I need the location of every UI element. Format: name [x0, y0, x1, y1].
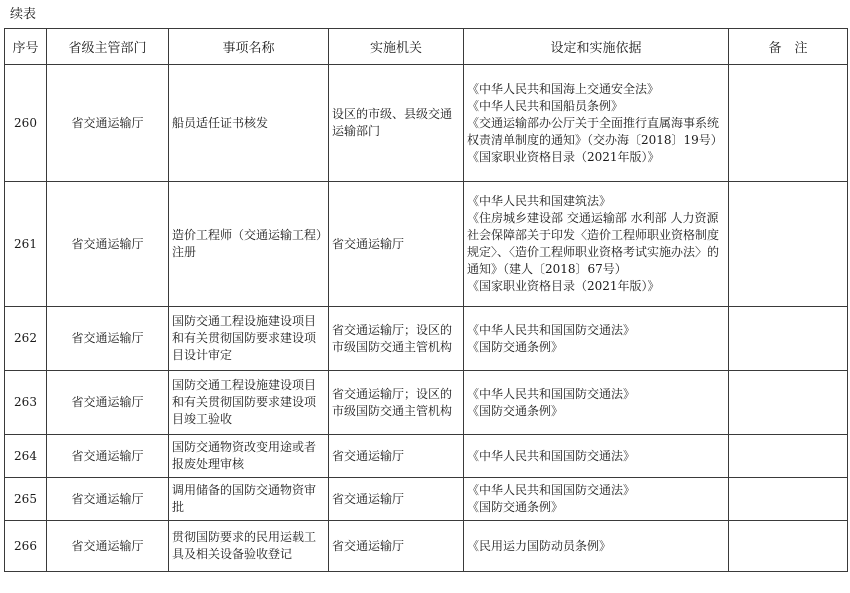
basis-line: 《住房城乡建设部 交通运输部 水利部 人力资源社会保障部关于印发〈造价工程师职业资格制度规定〉、〈造价工程师职业资格考试实施办法〉的通知》（建人〔2018〕67号） — [467, 211, 720, 276]
header-dept: 省级主管部门 — [47, 29, 169, 65]
row-dept: 省交通运输厅 — [47, 478, 169, 521]
basis-line: 《国防交通条例》 — [467, 500, 564, 514]
basis-line: 《民用运力国防动员条例》 — [467, 538, 612, 553]
row-dept: 省交通运输厅 — [47, 521, 169, 572]
header-no: 序号 — [5, 29, 47, 65]
row-basis — [464, 65, 729, 182]
row-basis — [464, 521, 729, 572]
basis-line: 《国家职业资格目录（2021年版）》 — [467, 149, 660, 164]
row-dept: 省交通运输厅 — [47, 65, 169, 182]
table-header-row — [5, 29, 848, 65]
row-basis — [464, 435, 729, 478]
row-dept: 省交通运输厅 — [47, 371, 169, 435]
table-row — [5, 521, 848, 572]
table-row — [5, 435, 848, 478]
row-item-name: 国防交通工程设施建设项目和有关贯彻国防要求建设项目竣工验收 — [169, 371, 329, 435]
row-remark — [729, 478, 848, 521]
row-remark — [729, 435, 848, 478]
row-org: 省交通运输厅 — [329, 435, 464, 478]
basis-line: 《中华人民共和国国防交通法》 — [467, 386, 636, 401]
table-row — [5, 307, 848, 371]
row-item-name: 国防交通物资改变用途或者报废处理审核 — [169, 435, 329, 478]
row-basis — [464, 182, 729, 307]
header-remark: 备 注 — [729, 29, 848, 65]
row-basis — [464, 371, 729, 435]
row-dept: 省交通运输厅 — [47, 182, 169, 307]
table-row — [5, 65, 848, 182]
header-basis: 设定和实施依据 — [464, 29, 729, 65]
basis-line: 《交通运输部办公厅关于全面推行直属海事系统权责清单制度的通知》（交办海〔2018〕19号） — [467, 115, 723, 147]
row-org: 省交通运输厅；设区的市级国防交通主管机构 — [329, 307, 464, 371]
continued-label: 续表 — [10, 7, 37, 22]
row-org: 省交通运输厅 — [329, 182, 464, 307]
header-org: 实施机关 — [329, 29, 464, 65]
row-number: 262 — [5, 307, 47, 371]
basis-line: 《中华人民共和国建筑法》 — [467, 194, 612, 208]
basis-line: 《国家职业资格目录（2021年版）》 — [467, 279, 660, 293]
basis-line: 《国防交通条例》 — [467, 339, 564, 354]
row-remark — [729, 65, 848, 182]
row-item-name: 国防交通工程设施建设项目和有关贯彻国防要求建设项目设计审定 — [169, 307, 329, 371]
row-item-name: 船员适任证书核发 — [169, 65, 329, 182]
basis-line: 《中华人民共和国国防交通法》 — [467, 483, 636, 497]
basis-line: 《国防交通条例》 — [467, 403, 564, 418]
row-number: 266 — [5, 521, 47, 572]
basis-line: 《中华人民共和国海上交通安全法》 — [467, 81, 660, 96]
row-number: 260 — [5, 65, 47, 182]
table-row — [5, 478, 848, 521]
basis-line: 《中华人民共和国国防交通法》 — [467, 322, 636, 337]
row-basis — [464, 478, 729, 521]
row-basis — [464, 307, 729, 371]
row-number: 264 — [5, 435, 47, 478]
row-number: 265 — [5, 478, 47, 521]
row-remark — [729, 307, 848, 371]
header-item: 事项名称 — [169, 29, 329, 65]
row-org: 省交通运输厅 — [329, 478, 464, 521]
table-row — [5, 371, 848, 435]
row-number: 263 — [5, 371, 47, 435]
row-item-name: 贯彻国防要求的民用运载工具及相关设备验收登记 — [169, 521, 329, 572]
row-remark — [729, 521, 848, 572]
basis-line: 《中华人民共和国船员条例》 — [467, 98, 624, 113]
table-row — [5, 182, 848, 307]
row-item-name: 造价工程师（交通运输工程）注册 — [169, 182, 329, 307]
row-remark — [729, 371, 848, 435]
row-number: 261 — [5, 182, 47, 307]
row-item-name: 调用储备的国防交通物资审批 — [169, 478, 329, 521]
row-dept: 省交通运输厅 — [47, 435, 169, 478]
administrative-items-table — [4, 28, 848, 572]
row-org: 设区的市级、县级交通运输部门 — [329, 65, 464, 182]
row-dept: 省交通运输厅 — [47, 307, 169, 371]
row-org: 省交通运输厅；设区的市级国防交通主管机构 — [329, 371, 464, 435]
row-remark — [729, 182, 848, 307]
row-org: 省交通运输厅 — [329, 521, 464, 572]
basis-line: 《中华人民共和国国防交通法》 — [467, 448, 636, 463]
